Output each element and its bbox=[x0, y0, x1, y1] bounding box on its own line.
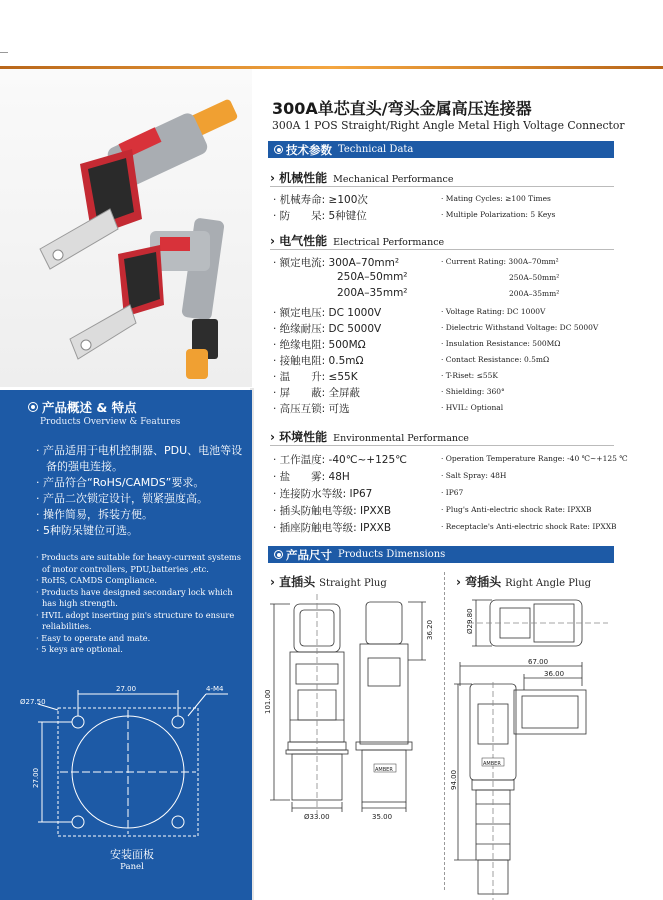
brand-label: AMBER bbox=[375, 767, 393, 773]
brand-label: AMBER bbox=[483, 761, 501, 767]
crop-mark bbox=[0, 52, 8, 53]
spec-cn: · 接触电阻: 0.5mΩ bbox=[273, 355, 364, 367]
panel-dim-hole: Ø27.50 bbox=[20, 698, 46, 706]
page-title: 300A单芯直头/弯头金属高压连接器 bbox=[272, 99, 532, 118]
dimensions-bar-en: Products Dimensions bbox=[338, 549, 446, 560]
overview-title bbox=[28, 398, 246, 416]
technical-data-bar bbox=[268, 141, 614, 158]
chevron-right-icon: › bbox=[270, 171, 275, 185]
spec-row bbox=[273, 271, 615, 285]
dimensions-bar bbox=[268, 546, 614, 563]
overview-cn-list bbox=[36, 443, 246, 539]
spec-en: · Salt Spray: 48H bbox=[441, 471, 507, 480]
overview-en-item: · Products have designed secondary lock which has high strength. bbox=[36, 587, 246, 610]
spec-cn: · 温 升: ≤55K bbox=[273, 371, 358, 383]
connector-illustration bbox=[0, 69, 252, 387]
environmental-title-cn: 环境性能 bbox=[279, 430, 328, 444]
overview-title-en: Products Overview & Features bbox=[40, 417, 181, 427]
spec-cn: · 工作温度: -40℃~+125℃ bbox=[273, 454, 407, 466]
chevron-right-icon: › bbox=[456, 575, 461, 589]
spec-en: · HVIL: Optional bbox=[441, 403, 504, 412]
spec-en: · Insulation Resistance: 500MΩ bbox=[441, 339, 561, 348]
straight-dim-diameter: Ø33.00 bbox=[304, 813, 330, 821]
spec-cn: · 额定电流: 300A–70mm² bbox=[273, 257, 400, 269]
straight-dim-width: 35.00 bbox=[372, 813, 393, 821]
spec-en: · Receptacle's Anti-electric shock Rate: IPXXB bbox=[441, 522, 617, 531]
page-subtitle: 300A 1 POS Straight/Right Angle Metal High Voltage Connector bbox=[272, 119, 625, 132]
spec-en: · Current Rating: 300A–70mm² bbox=[441, 257, 559, 266]
overview-title-cn: 产品概述 & 特点 bbox=[42, 400, 137, 415]
chevron-right-icon: › bbox=[270, 575, 275, 589]
electrical-heading bbox=[270, 232, 444, 249]
panel-dim-screw: 4-M4 bbox=[206, 685, 224, 693]
overview-cn-item: · 产品符合“RoHS/CAMDS”要求。 bbox=[36, 475, 246, 491]
spec-cn: 200A–35mm² bbox=[337, 287, 408, 299]
spec-en: · Contact Resistance: 0.5mΩ bbox=[441, 355, 550, 364]
right-angle-plug-heading bbox=[456, 573, 591, 590]
bullet-circle-icon bbox=[28, 402, 38, 412]
spec-row bbox=[273, 452, 628, 466]
chevron-right-icon: › bbox=[270, 234, 275, 248]
bullet-circle-icon bbox=[274, 550, 283, 559]
overview-en-list bbox=[36, 552, 246, 656]
panel-dim-height: 27.00 bbox=[32, 767, 40, 788]
spec-cn: · 额定电压: DC 1000V bbox=[273, 307, 382, 319]
overview-en-item: · 5 keys are optional. bbox=[36, 644, 246, 656]
spec-cn: · 防 呆: 5种键位 bbox=[273, 210, 367, 222]
straight-plug-cn: 直插头 bbox=[279, 575, 316, 589]
technical-bar-en: Technical Data bbox=[338, 144, 414, 155]
spec-row bbox=[273, 401, 615, 415]
spec-cn: · 机械寿命: ≥100次 bbox=[273, 194, 368, 206]
spec-cn: · 插头防触电等级: IPXXB bbox=[273, 505, 392, 517]
spec-en: · Dielectric Withstand Voltage: DC 5000V bbox=[441, 323, 599, 332]
spec-en: 200A–35mm² bbox=[509, 289, 560, 298]
right-dim-height: 94.00 bbox=[450, 769, 458, 790]
spec-row bbox=[273, 369, 615, 383]
environmental-heading bbox=[270, 428, 469, 445]
right-dim-diameter: Ø29.80 bbox=[466, 608, 474, 634]
spec-row bbox=[273, 353, 615, 367]
divider bbox=[270, 186, 614, 187]
panel-caption bbox=[92, 846, 172, 872]
right-angle-plug-drawing bbox=[448, 594, 618, 900]
spec-en: · IP67 bbox=[441, 488, 464, 497]
divider bbox=[270, 445, 614, 446]
spec-cn: · 插座防触电等级: IPXXB bbox=[273, 522, 392, 534]
electrical-title-cn: 电气性能 bbox=[279, 234, 328, 248]
electrical-title-en: Electrical Performance bbox=[333, 237, 445, 248]
bullet-circle-icon bbox=[274, 145, 283, 154]
spec-en: · Voltage Rating: DC 1000V bbox=[441, 307, 546, 316]
overview-cn-item: · 操作简易，拆装方便。 bbox=[36, 507, 246, 523]
spec-row bbox=[273, 287, 615, 301]
chevron-right-icon: › bbox=[270, 430, 275, 444]
overview-en-item: · Easy to operate and mate. bbox=[36, 633, 246, 645]
spec-row bbox=[273, 486, 615, 500]
spec-row bbox=[273, 385, 615, 399]
top-margin bbox=[0, 0, 663, 67]
spec-row bbox=[273, 255, 615, 269]
spec-row bbox=[273, 305, 615, 319]
spec-cn: · 盐 雾: 48H bbox=[273, 471, 350, 483]
spec-en: · Shielding: 360° bbox=[441, 387, 505, 396]
divider bbox=[270, 249, 614, 250]
spec-en: 250A–50mm² bbox=[509, 273, 560, 282]
technical-bar-cn: 技术参数 bbox=[286, 142, 332, 157]
overview-en-item: · HVIL adopt inserting pin's structure to ensure reliabilities. bbox=[36, 610, 246, 633]
panel-caption-en: Panel bbox=[120, 862, 144, 872]
spec-row bbox=[273, 192, 615, 206]
mechanical-heading bbox=[270, 169, 453, 186]
overview-section bbox=[28, 398, 246, 656]
mechanical-title-cn: 机械性能 bbox=[279, 171, 328, 185]
overview-en-item: · RoHS, CAMDS Compliance. bbox=[36, 575, 246, 587]
spec-cn: · 绝缘电阻: 500MΩ bbox=[273, 339, 366, 351]
panel-dim-width: 27.00 bbox=[116, 685, 137, 693]
overview-cn-item: · 产品二次锁定设计，锁紧强度高。 bbox=[36, 491, 246, 507]
mechanical-title-en: Mechanical Performance bbox=[333, 174, 454, 185]
straight-dim-height: 101.00 bbox=[264, 689, 272, 714]
spec-en: · T-Riset: ≤55K bbox=[441, 371, 499, 380]
spec-row bbox=[273, 337, 615, 351]
spec-cn: 250A–50mm² bbox=[337, 271, 408, 283]
spec-cn: · 绝缘耐压: DC 5000V bbox=[273, 323, 382, 335]
spec-cn: · 高压互锁: 可选 bbox=[273, 403, 350, 415]
spec-row bbox=[273, 520, 615, 534]
spec-cn: · 连接防水等级: IP67 bbox=[273, 488, 373, 500]
overview-en-item: · Products are suitable for heavy-current systems of motor controllers, PDU,batteries ,etc. bbox=[36, 552, 246, 575]
spec-en: · Multiple Polarization: 5 Keys bbox=[441, 210, 556, 219]
straight-plug-heading bbox=[270, 573, 387, 590]
spec-en: · Plug's Anti-electric shock Rate: IPXXB bbox=[441, 505, 592, 514]
overview-cn-item: · 产品适用于电机控制器、PDU、电池等设备的强电连接。 bbox=[36, 443, 246, 475]
spec-row bbox=[273, 321, 615, 335]
spec-row bbox=[273, 208, 615, 222]
straight-plug-en: Straight Plug bbox=[319, 578, 387, 589]
panel-caption-cn: 安装面板 bbox=[110, 848, 154, 861]
spec-cn: · 屏 蔽: 全屏蔽 bbox=[273, 387, 361, 399]
straight-plug-drawing bbox=[262, 594, 442, 900]
right-angle-plug-cn: 弯插头 bbox=[465, 575, 502, 589]
mounting-panel-drawing bbox=[18, 680, 238, 840]
environmental-title-en: Environmental Performance bbox=[333, 433, 469, 444]
spec-en: · Mating Cycles: ≥100 Times bbox=[441, 194, 551, 203]
spec-row bbox=[273, 503, 615, 517]
straight-dim-top: 36.20 bbox=[426, 619, 434, 640]
divider bbox=[444, 572, 445, 890]
right-dim-w2: 36.00 bbox=[544, 670, 565, 678]
overview-cn-item: · 5种防呆键位可选。 bbox=[36, 523, 246, 539]
product-photo bbox=[0, 69, 252, 387]
dimensions-bar-cn: 产品尺寸 bbox=[286, 547, 332, 562]
spec-en: · Operation Temperature Range: -40 ℃~+125 ℃ bbox=[441, 454, 628, 463]
right-angle-plug-en: Right Angle Plug bbox=[505, 578, 592, 589]
right-dim-w1: 67.00 bbox=[528, 658, 549, 666]
spec-row bbox=[273, 469, 615, 483]
